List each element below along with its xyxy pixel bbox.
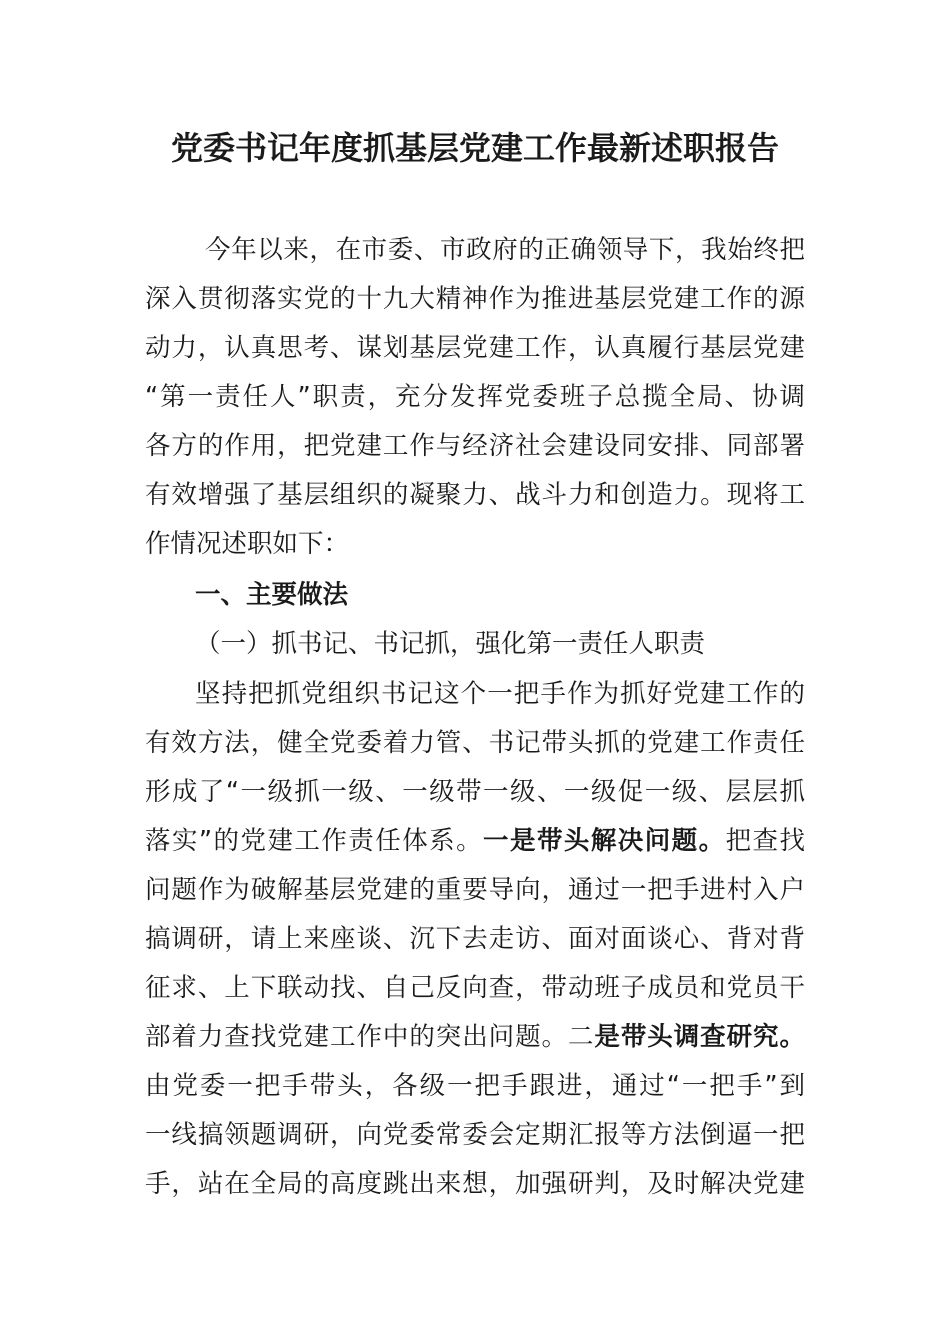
body-text: 把查找: [725, 826, 805, 856]
intro-line: “第一责任人”职责，充分发挥党委班子总揽全局、协调: [145, 382, 805, 412]
body-line-mixed: [145, 821, 805, 861]
intro-line: 今年以来，在市委、市政府的正确领导下，我始终把: [205, 235, 805, 265]
subsection-heading: （一）抓书记、书记抓，强化第一责任人职责: [195, 629, 706, 659]
body-text: 部着力查找党建工作中的突出问题。二: [145, 1022, 595, 1052]
intro-line: 动力，认真思考、谋划基层党建工作，认真履行基层党建: [145, 333, 805, 363]
body-line: 有效方法，健全党委着力管、书记带头抓的党建工作责任: [145, 728, 805, 758]
intro-line: 有效增强了基层组织的凝聚力、战斗力和创造力。现将工: [145, 480, 805, 510]
bold-emphasis: 一是带头解决问题。: [483, 826, 726, 856]
body-line: 手，站在全局的高度跳出来想，加强研判，及时解决党建: [145, 1169, 805, 1199]
body-line: 征求、上下联动找、自己反向查，带动班子成员和党员干: [145, 973, 805, 1003]
body-line: 由党委一把手带头，各级一把手跟进，通过“一把手”到: [145, 1071, 805, 1101]
body-line: 一线搞领题调研，向党委常委会定期汇报等方法倒逼一把: [145, 1120, 805, 1150]
body-line-mixed: [145, 1017, 805, 1057]
document-title: 党委书记年度抓基层党建工作最新述职报告: [170, 129, 779, 167]
section-heading: 一、主要做法: [195, 580, 349, 610]
body-line: 形成了“一级抓一级、一级带一级、一级促一级、层层抓: [145, 777, 805, 807]
intro-line: 各方的作用，把党建工作与经济社会建设同安排、同部署: [145, 431, 805, 461]
body-text: 落实”的党建工作责任体系。: [145, 826, 484, 856]
intro-line: 作情况述职如下：: [145, 529, 350, 559]
bold-emphasis: 是带头调查研究。: [594, 1022, 805, 1052]
body-line: 坚持把抓党组织书记这个一把手作为抓好党建工作的: [195, 679, 805, 709]
intro-line: 深入贯彻落实党的十九大精神作为推进基层党建工作的源: [145, 284, 805, 314]
body-line: 搞调研，请上来座谈、沉下去走访、面对面谈心、背对背: [145, 924, 805, 954]
body-line: 问题作为破解基层党建的重要导向，通过一把手进村入户: [145, 875, 805, 905]
